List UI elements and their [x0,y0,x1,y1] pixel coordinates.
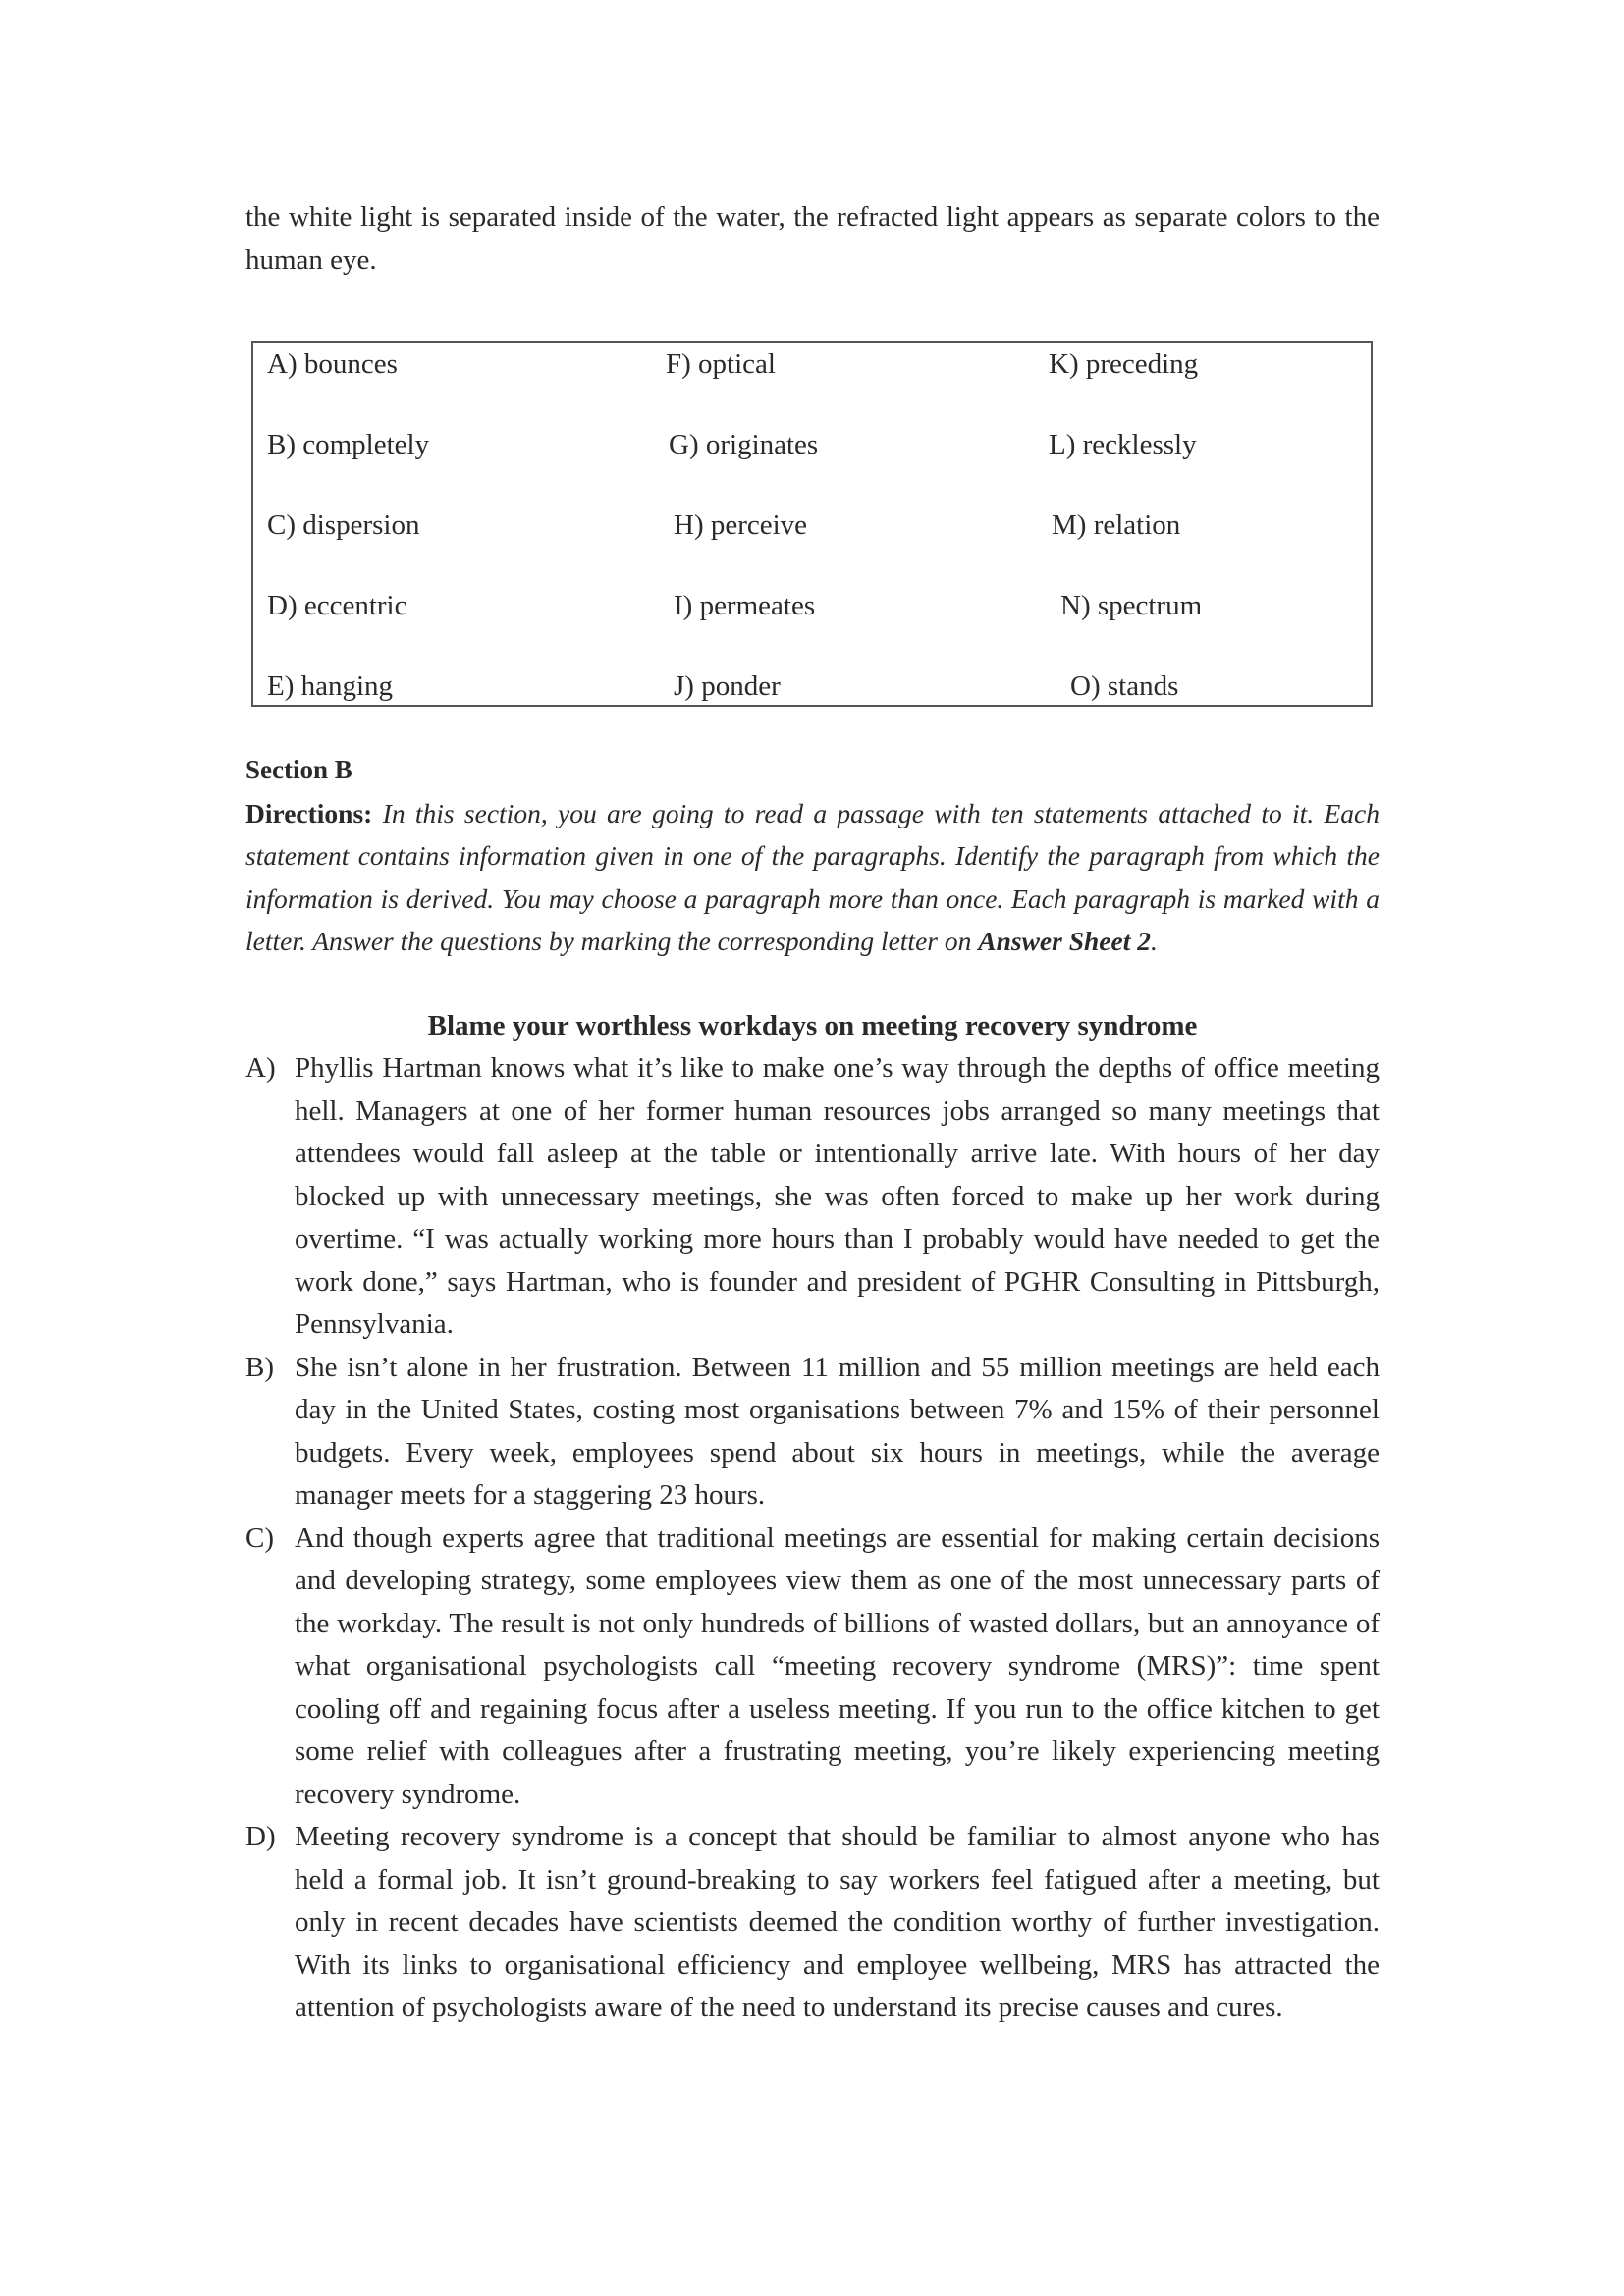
directions-text [245,792,1380,963]
word-option-i: I) permeates [674,590,816,621]
paragraph-letter: B) [245,1351,274,1383]
word-option-m: M) relation [1052,509,1181,541]
word-bank-box [251,341,1373,707]
word-option-b: B) completely [267,429,430,460]
directions-end: . [1150,926,1158,956]
word-option-a: A) bounces [267,348,398,380]
paragraph-text: And though experts agree that traditional meetings are essential for making certain decisions and developing strategy, some employees view them as one of the most unnecessary parts of the workday. The result is not only hundreds of billions of wasted dollars, but an annoyance of what organisational psychologists call “meeting recovery syndrome (MRS)”: time spent cooling off and regaining focus after a useless meeting. If you run to the office kitchen to get some relief with colleagues after a frustrating meeting, you’re likely experiencing meeting recovery syndrome. [295,1522,1380,1810]
word-option-e: E) hanging [267,670,394,702]
word-option-c: C) dispersion [267,509,420,541]
passage-paragraph-b [245,1347,1380,1518]
paragraph-letter: A) [245,1052,276,1084]
directions-label: Directions: [245,797,373,828]
word-option-l: L) recklessly [1049,429,1197,460]
section-heading: Section B [245,755,352,784]
paragraph-letter: C) [245,1522,274,1554]
word-option-k: K) preceding [1049,348,1199,380]
word-option-j: J) ponder [674,670,781,702]
word-option-o: O) stands [1070,670,1179,702]
intro-text: the white light is separated inside of the water, the refracted light appears as separate colors to the human eye. [245,201,1380,276]
passage-paragraph-d [245,1816,1380,2030]
answer-sheet-reference: Answer Sheet 2 [978,926,1151,956]
passage-paragraph-a [245,1047,1380,1347]
word-option-n: N) spectrum [1060,590,1203,621]
directions-body: In this section, you are going to read a passage with ten statements attached to it. Each statement contains information given in one of the paragraphs. Identify the paragraph from which the information is derived. You may choose a paragraph more than once. Each paragraph is marked with a letter. Answer the questions by marking the corresponding letter on [245,797,1380,956]
passage-paragraph-c [245,1518,1380,1817]
word-option-d: D) eccentric [267,590,407,621]
paragraph-letter: D) [245,1821,276,1852]
word-option-g: G) originates [669,429,819,460]
paragraph-text: She isn’t alone in her frustration. Between 11 million and 55 million meetings are held each day in the United States, costing most organisations between 7% and 15% of their personnel budgets. Every week, employees spend about six hours in meetings, while the average manager meets for a staggering 23 hours. [295,1351,1380,1511]
paragraph-text: Meeting recovery syndrome is a concept that should be familiar to almost anyone who has held a formal job. It isn’t ground-breaking to say workers feel fatigued after a meeting, but only in recent decades have scientists deemed the condition worthy of further investigation. With its links to organisational efficiency and employee wellbeing, MRS has attracted the attention of psychologists aware of the need to understand its precise causes and cures. [295,1821,1380,2023]
passage-title: Blame your worthless workdays on meeting recovery syndrome [427,1009,1198,1041]
paragraph-text: Phyllis Hartman knows what it’s like to make one’s way through the depths of office meeting hell. Managers at one of her former human resources jobs arranged so many meetings that attendees would fall asleep at the table or intentionally arrive late. With hours of her day blocked up with unnecessary meetings, she was often forced to make up her work during overtime. “I was actually working more hours than I probably would have needed to get the work done,” says Hartman, who is founder and president of PGHR Consulting in Pittsburgh, Pennsylvania. [295,1052,1380,1340]
word-option-f: F) optical [666,348,776,380]
page-content [245,196,1380,2030]
word-option-h: H) perceive [674,509,808,541]
